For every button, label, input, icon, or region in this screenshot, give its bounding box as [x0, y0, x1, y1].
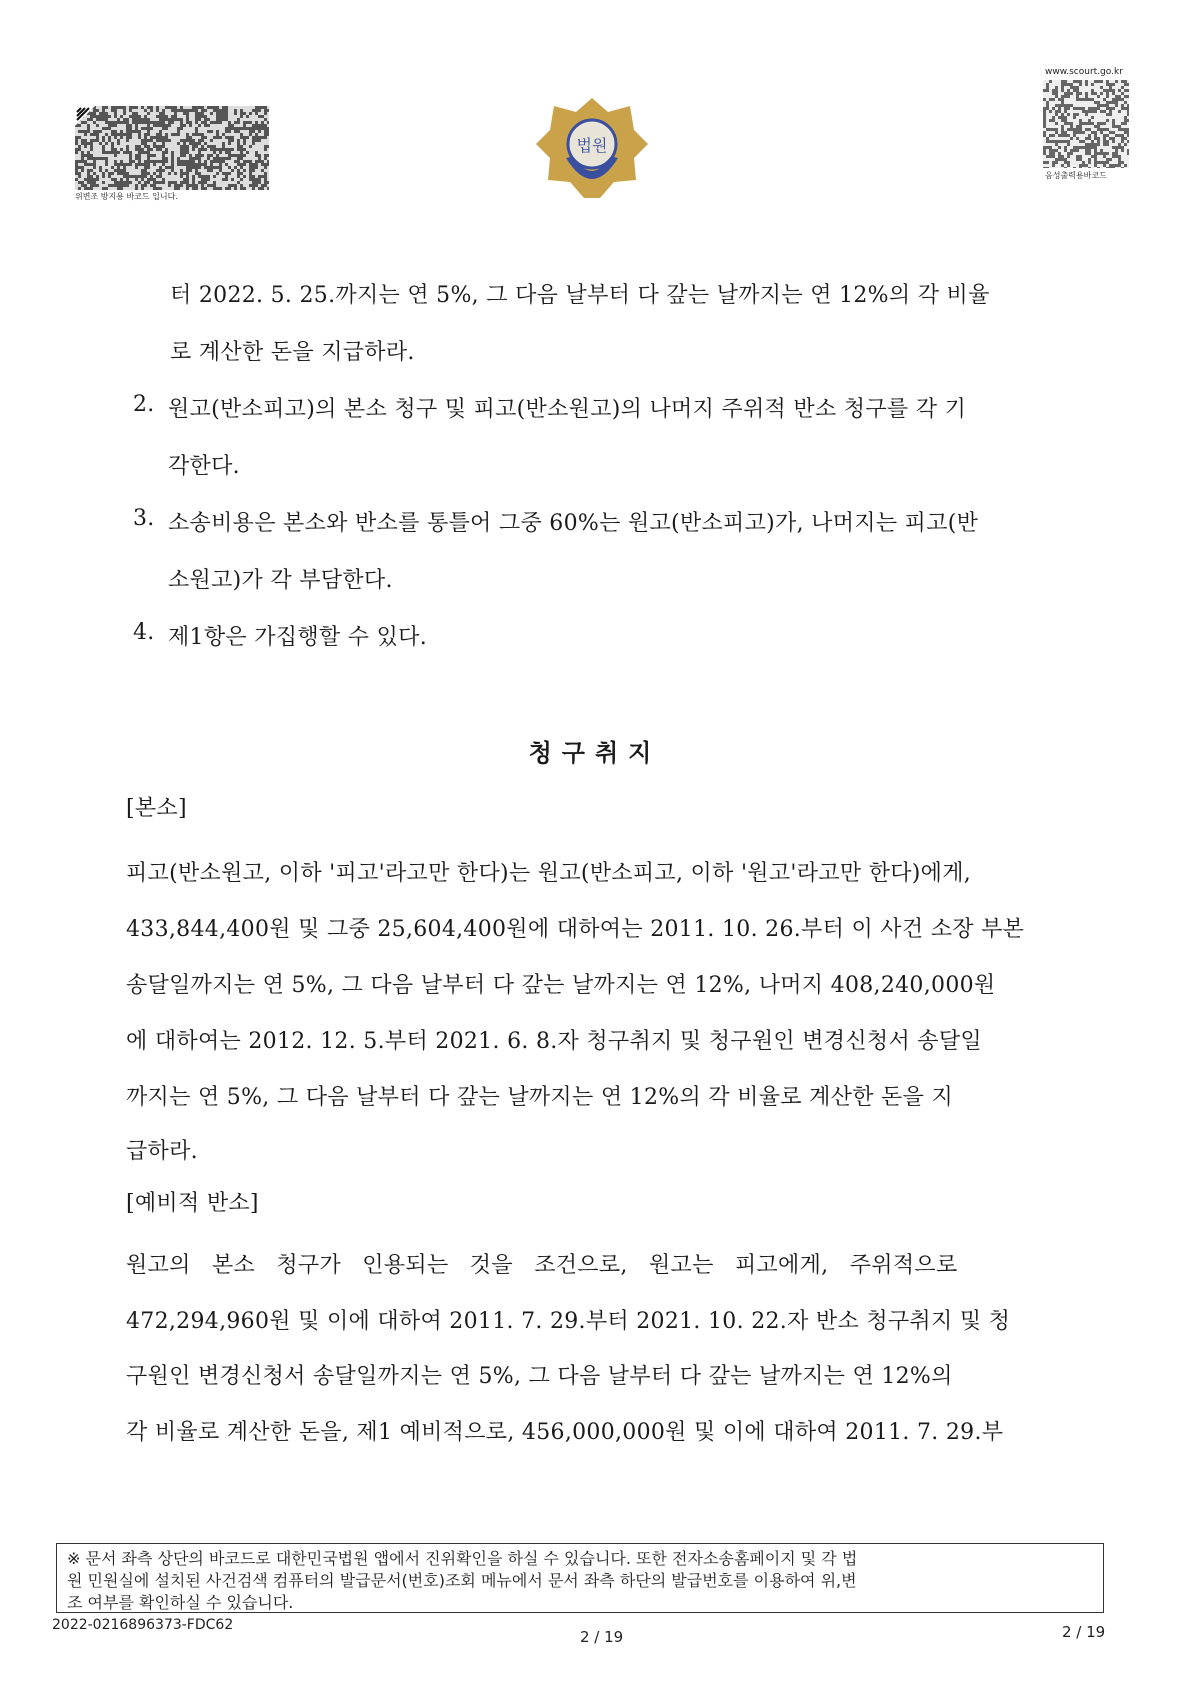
- item-3-line-2: 소원고)가 각 부담한다.: [168, 568, 393, 593]
- item-2-line-2: 각한다.: [168, 454, 240, 479]
- page-number-center: 2 / 19: [580, 1628, 624, 1646]
- item-4-number: 4.: [133, 620, 155, 645]
- court-url: www.scourt.go.kr: [1045, 67, 1123, 77]
- item-3-number: 3.: [133, 506, 155, 531]
- item-4-line-1: 제1항은 가집행할 수 있다.: [168, 625, 427, 650]
- issue-number: 2022-0216896373-FDC62: [52, 1617, 234, 1633]
- counter-label: [예비적 반소]: [126, 1191, 259, 1216]
- bonso-line: 급하라.: [126, 1139, 198, 1164]
- bonso-line: 에 대하여는 2012. 12. 5.부터 2021. 6. 8.자 청구취지 및 청구원인 변경신청서 송달일: [126, 1029, 982, 1054]
- qr-code-image: [1043, 80, 1129, 168]
- barcode-left-image: [75, 106, 269, 190]
- bonso-line: 까지는 연 5%, 그 다음 날부터 다 갚는 날까지는 연 12%의 각 비율로 계산한 돈을 지: [126, 1085, 953, 1110]
- bonso-line: 433,844,400원 및 그중 25,604,400원에 대하여는 2011. 10. 26.부터 이 사건 소장 부본: [126, 917, 1025, 942]
- continuation-line-2: 로 계산한 돈을 지급하라.: [170, 340, 415, 365]
- bonso-line: 송달일까지는 연 5%, 그 다음 날부터 다 갚는 날까지는 연 12%, 나머지 408,240,000원: [126, 973, 996, 998]
- item-2-line-1: 원고(반소피고)의 본소 청구 및 피고(반소원고)의 나머지 주위적 반소 청구를 각 기: [168, 397, 967, 422]
- court-seal-icon: [536, 96, 648, 200]
- continuation-line-1: 터 2022. 5. 25.까지는 연 5%, 그 다음 날부터 다 갚는 날까지는 연 12%의 각 비율: [170, 283, 990, 308]
- notice-line: 원 민원실에 설치된 사건검색 컴퓨터의 발급문서(번호)조회 메뉴에서 문서 좌측 하단의 발급번호를 이용하여 위,변: [67, 1571, 857, 1590]
- page-number-right: 2 / 19: [1062, 1623, 1106, 1641]
- bonso-line: 피고(반소원고, 이하 '피고'라고만 한다)는 원고(반소피고, 이하 '원고'라고만 한다)에게,: [126, 861, 972, 886]
- counter-line: 각 비율로 계산한 돈을, 제1 예비적으로, 456,000,000원 및 이에 대하여 2011. 7. 29.부: [126, 1420, 1004, 1445]
- item-3-line-1: 소송비용은 본소와 반소를 통틀어 그중 60%는 원고(반소피고)가, 나머지는 피고(반: [168, 511, 979, 536]
- notice-line: ※ 문서 좌측 상단의 바코드로 대한민국법원 앱에서 진위확인을 하실 수 있습니다. 또한 전자소송홈페이지 및 각 법: [67, 1549, 858, 1568]
- section-heading: 청구취지: [528, 738, 662, 767]
- item-2-number: 2.: [133, 392, 155, 417]
- counter-line: 472,294,960원 및 이에 대하여 2011. 7. 29.부터 2021. 10. 22.자 반소 청구취지 및 청: [126, 1309, 1011, 1334]
- counter-line: 구원인 변경신청서 송달일까지는 연 5%, 그 다음 날부터 다 갚는 날까지는 연 12%의: [126, 1364, 953, 1389]
- qr-caption: 음성출력용바코드: [1045, 171, 1107, 180]
- counter-line: 원고의 본소 청구가 인용되는 것을 조건으로, 원고는 피고에게, 주위적으로: [126, 1253, 958, 1278]
- verification-notice: [56, 1543, 1104, 1613]
- notice-line: 조 여부를 확인하실 수 있습니다.: [67, 1593, 294, 1612]
- seal-text: 법원: [576, 136, 608, 155]
- barcode-caption: 위변조 방지용 바코드 입니다.: [75, 192, 178, 201]
- bonso-label: [본소]: [126, 796, 187, 821]
